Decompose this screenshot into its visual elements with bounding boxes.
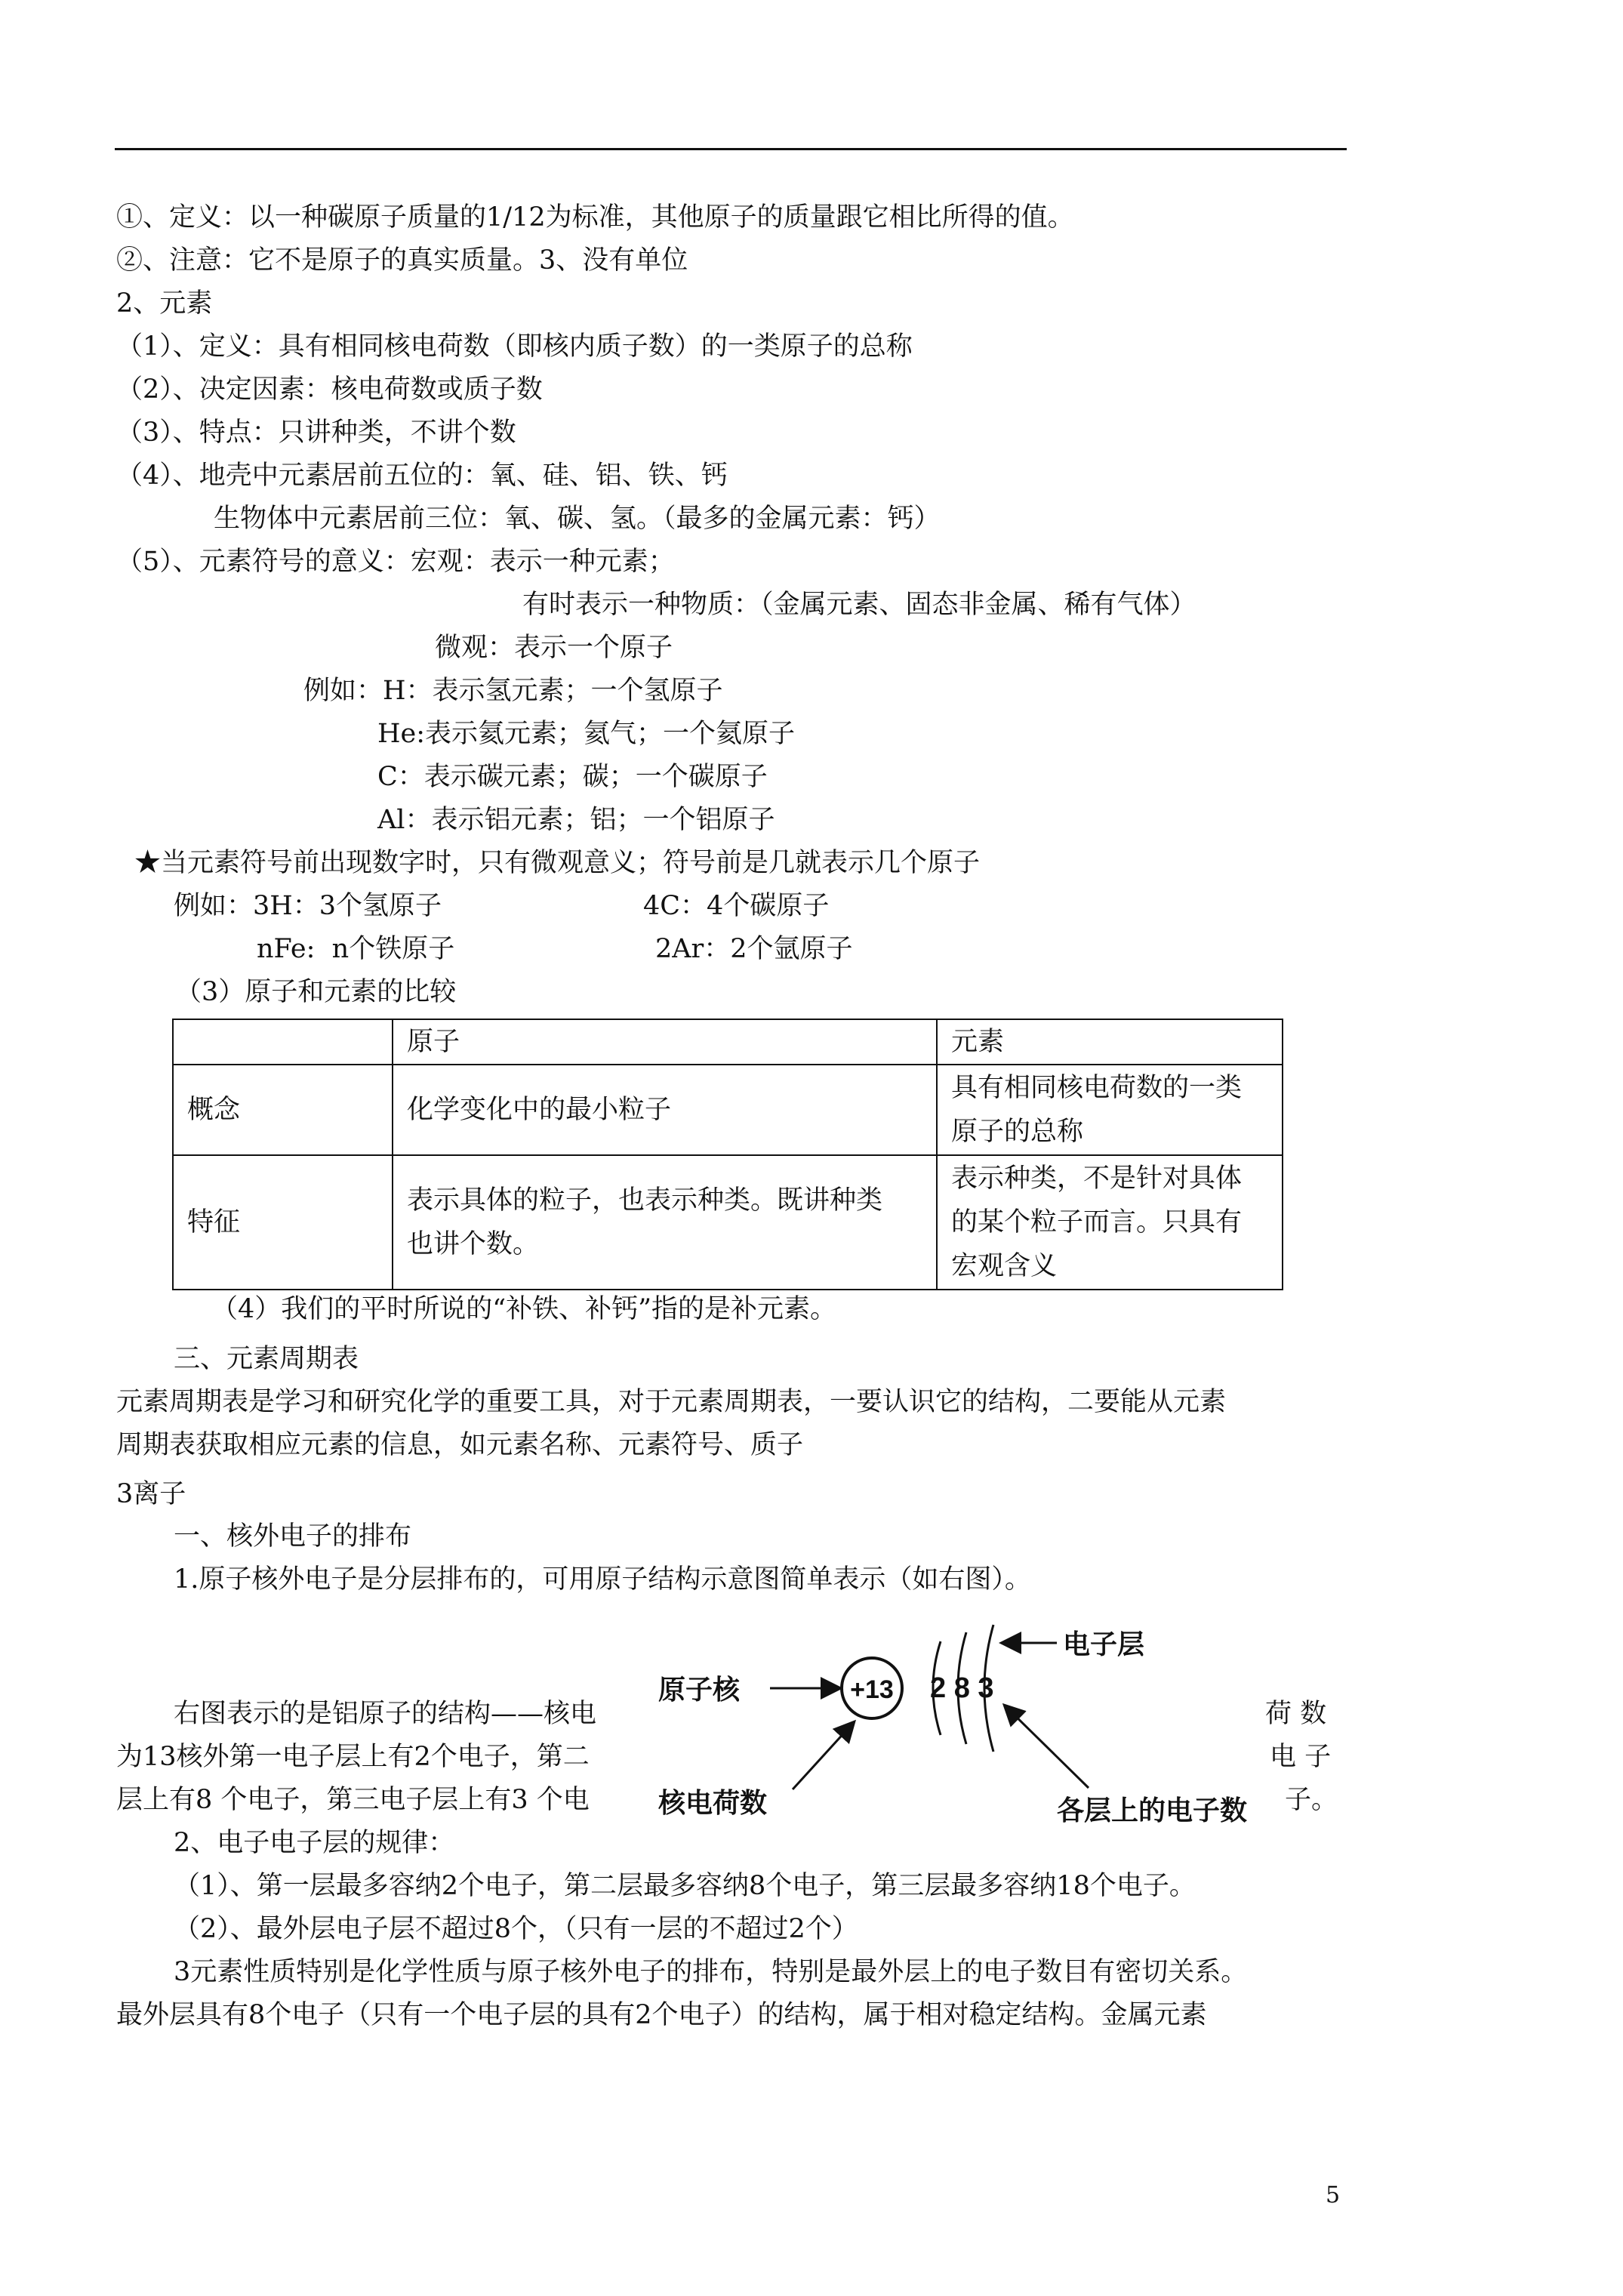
cell-line: 化学变化中的最小粒子 (407, 1095, 672, 1125)
text-line: Al：表示铝元素；铝；一个铝原子 (377, 805, 775, 835)
atom-structure-diagram (649, 1611, 1313, 1853)
text-line: 电 子 (1270, 1742, 1332, 1772)
text-line: 有时表示一种物质：（金属元素、固态非金属、稀有气体） (522, 590, 1196, 620)
section-heading: 3离子 (116, 1479, 186, 1509)
text-line: 层上有8 个电子，第三电子层上有3 个电 (116, 1785, 590, 1815)
text-line: （4）、地壳中元素居前五位的：氧、硅、铝、铁、钙 (116, 461, 728, 491)
text-line: 最外层具有8个电子（只有一个电子层的具有2个电子）的结构，属于相对稳定结构。金属元素 (116, 2000, 1207, 2030)
shell-label: 电子层 (1063, 1629, 1145, 1660)
text-line: nFe: n个铁原子 (257, 934, 455, 964)
text-line: 一、核外电子的排布 (174, 1521, 412, 1552)
text-line: He:表示氦元素；氦气；一个氦原子 (377, 719, 796, 749)
charge-label: 核电荷数 (658, 1787, 768, 1818)
text-line: ①、定义：以一种碳原子质量的1/12为标准，其他原子的质量跟它相比所得的值。 (116, 202, 1074, 233)
table-cell (393, 1155, 937, 1290)
cell-line: 原子的总称 (951, 1117, 1084, 1147)
table-cell: 特征 (173, 1155, 393, 1290)
section-heading: 2、元素 (116, 288, 213, 319)
cell-line: 表示具体的粒子，也表示种类。既讲种类 (407, 1185, 883, 1216)
text-line: 2Ar：2个氩原子 (655, 934, 853, 964)
text-line: 为13核外第一电子层上有2个电子，第二 (116, 1742, 590, 1772)
table-row (173, 1155, 1283, 1290)
text-line: 4C：4个碳原子 (643, 891, 830, 921)
text-line: 生物体中元素居前三位：氧、碳、氢。（最多的金属元素：钙） (214, 504, 941, 534)
table-cell: 元素 (937, 1019, 1283, 1065)
text-line: 1.原子核外电子是分层排布的，可用原子结构示意图简单表示（如右图）。 (174, 1564, 1031, 1595)
count-arrow (1004, 1705, 1089, 1788)
text-line: （3）、特点：只讲种类，不讲个数 (116, 418, 516, 448)
text-line: （3）原子和元素的比较 (175, 977, 457, 1007)
table-row (173, 1019, 1283, 1065)
comparison-table (172, 1019, 1283, 1290)
text-line: 子。 (1285, 1785, 1338, 1815)
text-line: 元素周期表是学习和研究化学的重要工具，对于元素周期表，一要认识它的结构，二要能从元素 (116, 1387, 1227, 1417)
text-line: 微观：表示一个原子 (435, 633, 673, 663)
count-label: 各层上的电子数 (1057, 1795, 1248, 1826)
text-line: （1）、定义：具有相同核电荷数（即核内质子数）的一类原子的总称 (116, 331, 913, 362)
text-line: （1）、第一层最多容纳2个电子，第二层最多容纳8个电子，第三层最多容纳18个电子。 (174, 1871, 1196, 1901)
charge-arrow (793, 1721, 855, 1789)
table-cell: 原子 (393, 1019, 937, 1065)
text-line: ★当元素符号前出现数字时，只有微观意义；符号前是几就表示几个原子 (134, 848, 981, 878)
section-heading: 三、元素周期表 (174, 1344, 359, 1374)
cell-line: 的某个粒子而言。只具有 (951, 1207, 1243, 1237)
table-cell: 概念 (173, 1065, 393, 1155)
text-line: （2）、决定因素：核电荷数或质子数 (116, 374, 543, 405)
text-line: 例如：H：表示氢元素；一个氢原子 (303, 676, 723, 706)
text-line: 3元素性质特别是化学性质与原子核外电子的排布，特别是最外层上的电子数目有密切关系。 (174, 1957, 1248, 1987)
page-number: 5 (1326, 2182, 1341, 2208)
text-line: 右图表示的是铝原子的结构——核电 (174, 1699, 597, 1729)
text-line: （5）、元素符号的意义：宏观：表示一种元素； (116, 547, 675, 577)
text-line: 周期表获取相应元素的信息，如元素名称、元素符号、质子 (116, 1430, 804, 1460)
cell-line: 表示种类，不是针对具体 (951, 1163, 1243, 1194)
table-cell (393, 1065, 937, 1155)
electron-counts: 2 8 3 (930, 1672, 994, 1704)
cell-line: 宏观含义 (951, 1251, 1058, 1281)
header-rule (115, 148, 1347, 150)
text-line: 2、电子电子层的规律： (174, 1828, 455, 1858)
text-line: C：表示碳元素；碳；一个碳原子 (377, 762, 768, 792)
nucleus-label: 原子核 (658, 1674, 741, 1705)
text-line: 例如：3H：3个氢原子 (174, 891, 442, 921)
cell-line: 具有相同核电荷数的一类 (951, 1073, 1243, 1103)
table-cell (173, 1019, 393, 1065)
text-line: （2）、最外层电子层不超过8个，（只有一层的不超过2个） (174, 1914, 858, 1944)
text-line: ②、注意：它不是原子的真实质量。3、没有单位 (116, 245, 688, 276)
table-cell (937, 1065, 1283, 1155)
nucleus-charge: +13 (850, 1675, 894, 1704)
cell-line: 也讲个数。 (407, 1229, 540, 1259)
table-row (173, 1065, 1283, 1155)
table-cell (937, 1155, 1283, 1290)
text-line: （4）我们的平时所说的“补铁、补钙”指的是补元素。 (211, 1294, 837, 1324)
text-line: 荷 数 (1265, 1699, 1327, 1729)
